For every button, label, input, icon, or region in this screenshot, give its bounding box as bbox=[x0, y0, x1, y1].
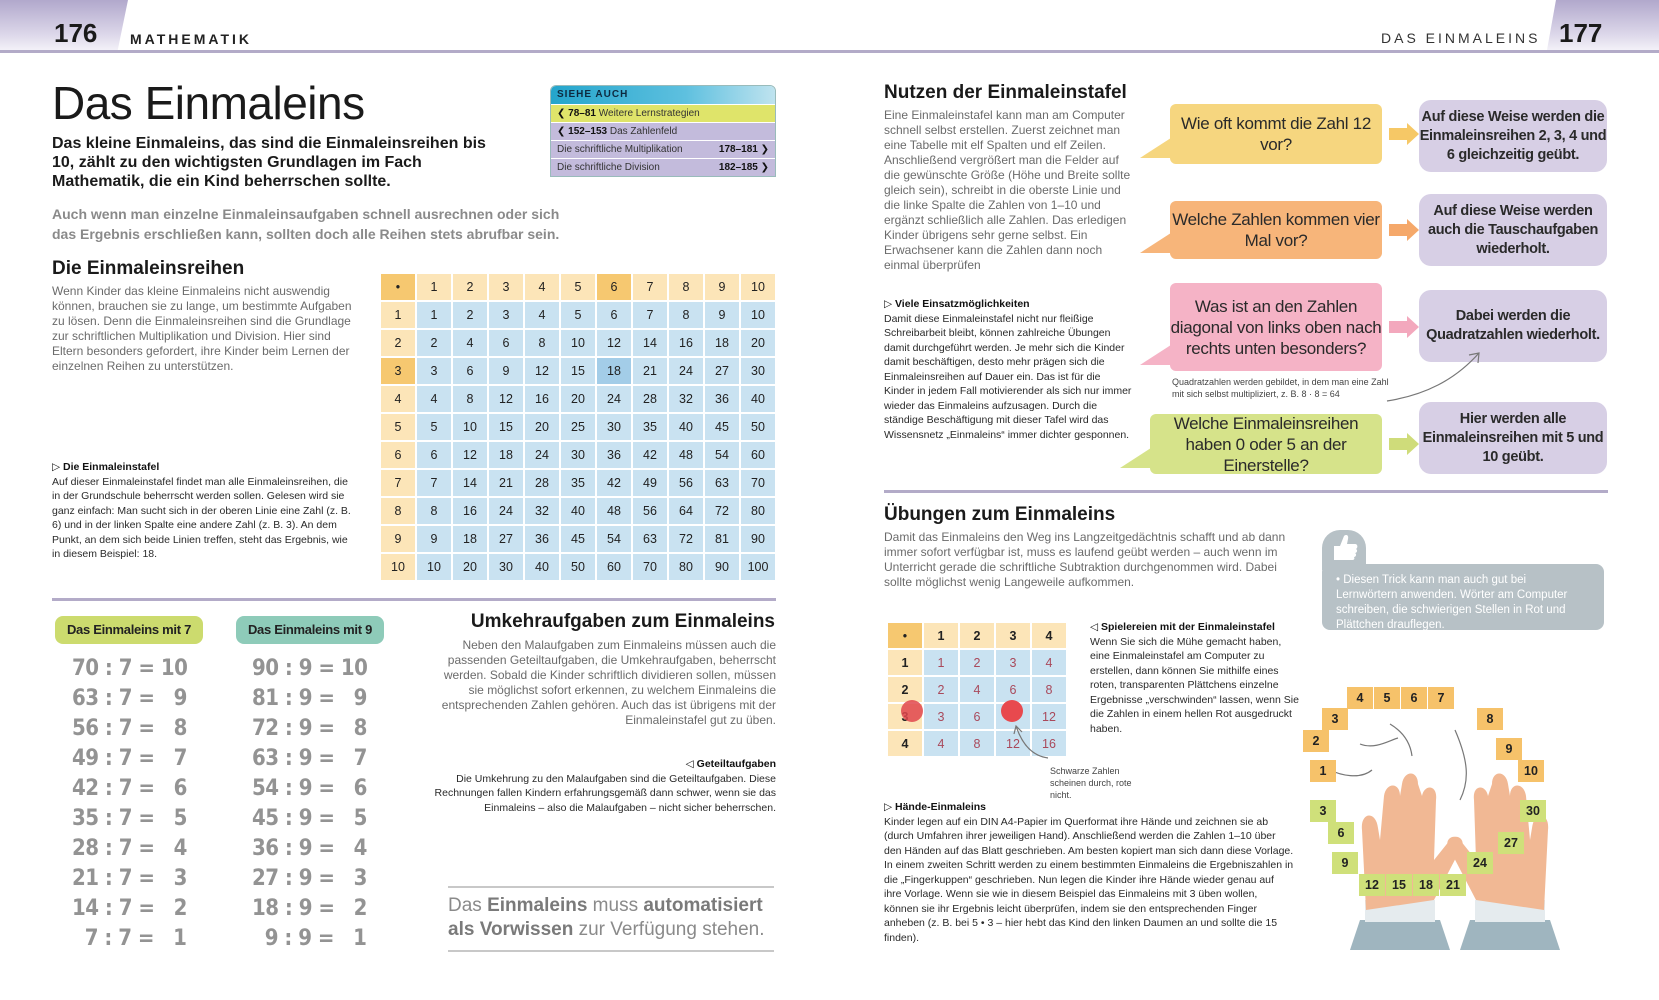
table-cell: 15 bbox=[561, 358, 595, 384]
table-cell: 8 bbox=[381, 498, 415, 524]
result-number-box: 21 bbox=[1440, 874, 1466, 896]
table-cell: 9 bbox=[381, 526, 415, 552]
table-cell: 4 bbox=[453, 330, 487, 356]
result-number-box: 6 bbox=[1328, 822, 1354, 844]
table-cell: 8 bbox=[525, 330, 559, 356]
table-cell: 7 bbox=[417, 470, 451, 496]
table-cell: 27 bbox=[489, 526, 523, 552]
table-caption bbox=[52, 460, 352, 562]
table-cell: 10 bbox=[381, 554, 415, 580]
table-row bbox=[381, 330, 775, 356]
table-cell: 18 bbox=[705, 330, 739, 356]
table-cell: 5 bbox=[561, 302, 595, 328]
table-col-header: 9 bbox=[705, 274, 739, 300]
table-cell: 12 bbox=[597, 330, 631, 356]
result-number-box: 27 bbox=[1498, 832, 1524, 854]
table-cell: 16 bbox=[525, 386, 559, 412]
division-line: 27 : 9 = 3 bbox=[252, 866, 367, 891]
table-cell: 30 bbox=[489, 554, 523, 580]
table-cell: 8 bbox=[1032, 677, 1066, 702]
table-cell: 40 bbox=[669, 414, 703, 440]
table-cell: 6 bbox=[453, 358, 487, 384]
table-cell: 7 bbox=[381, 470, 415, 496]
table-caption-body: Auf dieser Einmaleinstafel findet man alle Einmaleinsreihen, die in der Grundschule beherrscht werden sollen. Gelesen wird sie ganz einfach: Man sucht sich in der oberen Linie eine Zahl (z. B. 6) und in der linken Spalte eine andere Zahl (z. B. 3). An dem Punkt, an dem sich beide Linien treffen, steht das Ergebnis, wie in diesem Beispiel: 18. bbox=[52, 475, 351, 560]
table-cell: 2 bbox=[960, 650, 994, 675]
geteilt-caption bbox=[430, 757, 776, 815]
table-corner: • bbox=[381, 274, 415, 300]
arrow-right-icon bbox=[1389, 219, 1419, 241]
table-cell: 9 bbox=[417, 526, 451, 552]
see-also-link[interactable]: Die schriftliche Multiplikation 178–181 ❯ bbox=[551, 140, 775, 158]
table-cell: 40 bbox=[561, 498, 595, 524]
finger-number-box: 8 bbox=[1477, 708, 1503, 730]
nutzen-body: Eine Einmaleinstafel kann man am Computer schnell selbst erstellen. Zuerst zeichnet man eine Tabelle mit elf Spalten und elf Zeilen. Anschließend vergrößert man die Felder auf die gewünschte Größe (Höhe und Breite sollte gleich sein), schreibt in die oberste Linie und die linke Spalte die Zahlen von 1–10 und ergänzt schließlich alle Zahlen. Das erledigen Kinder übrigens sehr gerne selbst. Ein Erwachsener kann die Zahlen dann noch einmal überprüfen bbox=[884, 108, 1131, 272]
table-cell: 4 bbox=[1032, 650, 1066, 675]
table-col-header: 2 bbox=[453, 274, 487, 300]
table-cell: 49 bbox=[633, 470, 667, 496]
division-line: 36 : 9 = 4 bbox=[252, 836, 367, 861]
umkehr-heading: Umkehraufgaben zum Einmaleins bbox=[470, 611, 775, 632]
answer-box: Auf diese Weise werden die Einmaleinsreihen 2, 3, 4 und 6 gleichzeitig geübt. bbox=[1419, 100, 1607, 172]
einmaleinsreihen-body: Wenn Kinder das kleine Einmaleins nicht auswendig können, brauchen sie zu lange, um bestimmte Aufgaben zu lösen. Denn die Einmaleinsreihen sind die Grundlage zur schriftlichen Multiplikation und Division. Hier sind Eltern besonders gefordert, ihre Kinder beim Lernen der einzelnen Reihen zu unterstützen. bbox=[52, 284, 352, 373]
finger-number-box: 7 bbox=[1428, 687, 1454, 709]
table-cell: 9 bbox=[489, 358, 523, 384]
table-cell: 50 bbox=[741, 414, 775, 440]
table-cell: 20 bbox=[453, 554, 487, 580]
table-cell: 30 bbox=[741, 358, 775, 384]
arrow-right-icon bbox=[1389, 433, 1419, 455]
table-row bbox=[381, 386, 775, 412]
finger-number-box: 5 bbox=[1374, 687, 1400, 709]
table-cell: 2 bbox=[924, 677, 958, 702]
table-col-header: 3 bbox=[996, 623, 1030, 648]
table-col-header: 2 bbox=[960, 623, 994, 648]
division-line: 14 : 7 = 2 bbox=[72, 896, 187, 921]
table-row bbox=[381, 470, 775, 496]
table-cell: 28 bbox=[633, 386, 667, 412]
table-cell: 32 bbox=[669, 386, 703, 412]
table-cell: 1 bbox=[888, 650, 922, 675]
spielereien-body: Wenn Sie sich die Mühe gemacht haben, eine Einmaleinstafel am Computer zu erstellen, dann können Sie mithilfe eines roten, transparenten Plättchens einzelne Ergebnisse „verschwinden“ lassen, wenn Sie die Zahlen in einem hellen Rot ausgedruckt haben. bbox=[1090, 635, 1299, 735]
table-cell: 16 bbox=[1032, 731, 1066, 756]
table-cell: 90 bbox=[705, 554, 739, 580]
table-cell: 15 bbox=[489, 414, 523, 440]
table-cell: 4 bbox=[960, 677, 994, 702]
question-bubble: Welche Zahlen kommen vier Mal vor? bbox=[1170, 201, 1382, 259]
finger-number-box: 4 bbox=[1347, 687, 1373, 709]
table-cell: 63 bbox=[633, 526, 667, 552]
table-cell: 54 bbox=[597, 526, 631, 552]
division-line: 18 : 9 = 2 bbox=[252, 896, 367, 921]
division-line: 45 : 9 = 5 bbox=[252, 806, 367, 831]
table-cell: 5 bbox=[417, 414, 451, 440]
result-number-box: 15 bbox=[1386, 874, 1412, 896]
table-cell: 18 bbox=[489, 442, 523, 468]
table-cell: 3 bbox=[489, 302, 523, 328]
table-cell: 1 bbox=[924, 650, 958, 675]
result-number-box: 12 bbox=[1359, 874, 1385, 896]
thumbs-up-icon bbox=[1322, 530, 1366, 564]
table-cell: 6 bbox=[489, 330, 523, 356]
table-cell: 20 bbox=[525, 414, 559, 440]
table-cell: 14 bbox=[633, 330, 667, 356]
table-cell: 60 bbox=[741, 442, 775, 468]
table-cell: 45 bbox=[705, 414, 739, 440]
uebungen-body: Damit das Einmaleins den Weg ins Langzeitgedächtnis schafft und ab dann immer sofort verfügbar ist, muss es laufend geübt werden – auch wenn im Unterricht gerade die schriftliche Subtraktion durchgenommen wird. Dabei sollte möglichst wenig Langeweile aufkommen. bbox=[884, 530, 1286, 589]
finger-number-box: 1 bbox=[1310, 760, 1336, 782]
result-number-box: 24 bbox=[1467, 852, 1493, 874]
table-cell: 12 bbox=[525, 358, 559, 384]
finger-number-box: 10 bbox=[1518, 760, 1544, 782]
geteilt-caption-title: ◁ Geteiltaufgaben bbox=[685, 758, 776, 770]
division-line: 63 : 9 = 7 bbox=[252, 746, 367, 771]
table-row bbox=[888, 650, 1066, 675]
haende-title: ▷ Hände-Einmaleins bbox=[884, 801, 987, 813]
table-cell: 24 bbox=[525, 442, 559, 468]
table-cell: 3 bbox=[924, 704, 958, 729]
table-cell: 1 bbox=[417, 302, 451, 328]
table-cell: 40 bbox=[525, 554, 559, 580]
small-table-note: Schwarze Zahlen scheinen durch, rote nicht. bbox=[1050, 766, 1132, 800]
einmaleinsreihen-heading: Die Einmaleinsreihen bbox=[52, 258, 245, 279]
table-cell: 6 bbox=[597, 302, 631, 328]
division-line: 63 : 7 = 9 bbox=[72, 686, 187, 711]
uebungen-heading: Übungen zum Einmaleins bbox=[884, 504, 1116, 525]
right-page-number: 177 bbox=[1559, 18, 1603, 48]
question-bubble: Wie oft kommt die Zahl 12 vor? bbox=[1170, 104, 1382, 164]
table-cell: 54 bbox=[705, 442, 739, 468]
finger-number-box: 9 bbox=[1496, 738, 1522, 760]
section-divider bbox=[884, 490, 1608, 493]
question-bubble: Welche Einmaleinsreihen haben 0 oder 5 an der Einerstelle? bbox=[1150, 414, 1382, 474]
table-cell: 36 bbox=[525, 526, 559, 552]
right-section-label: DAS EINMALEINS bbox=[1381, 30, 1541, 46]
table-cell: 4 bbox=[888, 731, 922, 756]
table-cell: 36 bbox=[705, 386, 739, 412]
table-cell: 80 bbox=[741, 498, 775, 524]
division-line: 70 : 7 = 10 bbox=[72, 656, 188, 681]
table-cell: 3 bbox=[996, 650, 1030, 675]
table-cell: 72 bbox=[669, 526, 703, 552]
table-cell: 30 bbox=[597, 414, 631, 440]
table-cell: 2 bbox=[453, 302, 487, 328]
arrow-right-icon bbox=[1389, 316, 1419, 338]
table-cell: 6 bbox=[996, 677, 1030, 702]
table-cell: 36 bbox=[597, 442, 631, 468]
table-col-header: 5 bbox=[561, 274, 595, 300]
lead-paragraph: Das kleine Einmaleins, das sind die Einmaleinsreihen bis 10, zählt zu den wichtigsten Grundlagen im Fach Mathematik, die ein Kind beherrschen sollte. bbox=[52, 135, 486, 190]
division-line: 28 : 7 = 4 bbox=[72, 836, 187, 861]
division-line: 21 : 7 = 3 bbox=[72, 866, 187, 891]
nutzen-heading: Nutzen der Einmaleinstafel bbox=[884, 82, 1127, 103]
table-row bbox=[381, 498, 775, 524]
table-cell: 63 bbox=[705, 470, 739, 496]
table-cell: 2 bbox=[888, 677, 922, 702]
table-cell: 60 bbox=[597, 554, 631, 580]
result-number-box: 9 bbox=[1332, 852, 1358, 874]
table-cell: 72 bbox=[705, 498, 739, 524]
table-row bbox=[381, 554, 775, 580]
answer-box: Hier werden alle Einmaleinsreihen mit 5 und 10 geübt. bbox=[1419, 402, 1607, 474]
division-line: 56 : 7 = 8 bbox=[72, 716, 187, 741]
einsatz-caption-body: Damit diese Einmaleinstafel nicht nur fleißige Schreibarbeit bleibt, können zahlreiche Übungen damit durchgeführt werden. Je mehr sich die Kinder damit beschäftigen, desto mehr prägen sich die Einmaleinsreihen auf Dauer ein. Das ist für die Kinder in jedem Fall motivierender als sich nur immer wieder das Einmaleins aufzusagen. Durch die ständige Beschäftigung mit dieser Tafel wird das Wissensnetz „Einmaleins“ immer dichter gesponnen. bbox=[884, 312, 1132, 441]
division-line: 42 : 7 = 6 bbox=[72, 776, 187, 801]
einsatz-caption-title: ▷ Viele Einsatzmöglichkeiten bbox=[884, 298, 1030, 310]
table-cell: 21 bbox=[489, 470, 523, 496]
division-9-list bbox=[252, 654, 367, 954]
table-cell: 6 bbox=[960, 704, 994, 729]
division-line: 72 : 9 = 8 bbox=[252, 716, 367, 741]
table-cell: 48 bbox=[597, 498, 631, 524]
table-row bbox=[381, 358, 775, 384]
division-7-label: Das Einmaleins mit 7 bbox=[55, 616, 203, 644]
table-cell: 35 bbox=[561, 470, 595, 496]
table-row bbox=[381, 526, 775, 552]
table-cell: 10 bbox=[741, 302, 775, 328]
header-rule bbox=[0, 50, 1659, 53]
division-7-list bbox=[72, 654, 187, 954]
table-col-header: 3 bbox=[489, 274, 523, 300]
see-also-link[interactable]: ❮ 152–153 Das Zahlenfeld bbox=[551, 122, 775, 140]
table-cell: 70 bbox=[741, 470, 775, 496]
table-cell: 5 bbox=[381, 414, 415, 440]
result-number-box: 30 bbox=[1520, 800, 1546, 822]
table-cell: 100 bbox=[741, 554, 775, 580]
haende-caption bbox=[884, 800, 1294, 945]
table-cell: 12 bbox=[996, 731, 1030, 756]
table-col-header: 4 bbox=[525, 274, 559, 300]
table-row bbox=[381, 414, 775, 440]
table-cell: 56 bbox=[669, 470, 703, 496]
spielereien-title: ◁ Spielereien mit der Einmaleinstafel bbox=[1090, 621, 1275, 633]
table-cell: 64 bbox=[669, 498, 703, 524]
table-cell: 24 bbox=[489, 498, 523, 524]
table-cell: 10 bbox=[453, 414, 487, 440]
table-cell: 18 bbox=[453, 526, 487, 552]
table-cell: 8 bbox=[417, 498, 451, 524]
page-title: Das Einmaleins bbox=[52, 77, 365, 129]
curved-arrow-icon bbox=[1385, 345, 1485, 405]
division-line: 54 : 9 = 6 bbox=[252, 776, 367, 801]
finger-number-box: 2 bbox=[1303, 730, 1329, 752]
see-also-box bbox=[550, 85, 776, 177]
finger-number-box: 6 bbox=[1401, 687, 1427, 709]
table-cell: 32 bbox=[525, 498, 559, 524]
table-row bbox=[381, 302, 775, 328]
table-cell: 4 bbox=[924, 731, 958, 756]
table-cell: 20 bbox=[561, 386, 595, 412]
table-cell: 8 bbox=[960, 731, 994, 756]
see-also-link[interactable]: ❮ 78–81 Weitere Lernstrategien bbox=[551, 104, 775, 122]
quadrat-note: Quadratzahlen werden gebildet, in dem man eine Zahl mit sich selbst multipliziert, z. B. 8 · 8 = 64 bbox=[1172, 377, 1389, 399]
haende-body: Kinder legen auf ein DIN A4-Papier im Querformat ihre Hände und zeichnen sie ab (durch Umfahren ihrer jeweiligen Hand). Anschließend werden die Zahlen 1–10 über den Händen auf das Blatt geschrieben. Am besten kopiert man sich dann diese Vorlage. In einem zweiten Schritt werden zu einem bestimmten Einmaleins die Ergebniszahlen in die „Fingerkuppen“ geschrieben. Nun legen die Kinder ihre Hände wieder genau auf ihre Vorlage. Wenn sie wie in diesem Beispiel das Einmaleins mit 3 üben wollen, können sie ihr Ergebnis leicht überprüfen, indem sie den entsprechenden Finger anheben (z. B. bei 5 • 3 – hier hebt das Kind den linken Daumen an und sollte die 15 finden). bbox=[884, 815, 1294, 944]
table-cell: 40 bbox=[741, 386, 775, 412]
table-cell: 3 bbox=[417, 358, 451, 384]
table-cell: 50 bbox=[561, 554, 595, 580]
finger-number-box: 3 bbox=[1322, 708, 1348, 730]
division-line: 7 : 7 = 1 bbox=[72, 926, 187, 951]
table-cell: 12 bbox=[453, 442, 487, 468]
intro-paragraph: Auch wenn man einzelne Einmaleinsaufgaben schnell ausrechnen oder sich das Ergebnis erschließen kann, sollten doch alle Reihen stets abrufbar sein. bbox=[52, 206, 560, 242]
table-cell: 4 bbox=[525, 302, 559, 328]
table-cell: 42 bbox=[633, 442, 667, 468]
table-col-header: 1 bbox=[417, 274, 451, 300]
table-cell: 56 bbox=[633, 498, 667, 524]
table-cell: 30 bbox=[561, 442, 595, 468]
table-cell: 4 bbox=[381, 386, 415, 412]
table-cell: 4 bbox=[417, 386, 451, 412]
answer-box: Auf diese Weise werden auch die Tauschaufgaben wiederholt. bbox=[1419, 194, 1607, 266]
table-cell: 42 bbox=[597, 470, 631, 496]
division-9-label: Das Einmaleins mit 9 bbox=[236, 616, 384, 644]
times-table bbox=[379, 272, 777, 582]
spielereien-caption bbox=[1090, 620, 1300, 736]
table-cell: 8 bbox=[453, 386, 487, 412]
table-cell: 27 bbox=[705, 358, 739, 384]
table-caption-title: ▷ Die Einmaleinstafel bbox=[52, 461, 160, 473]
table-cell: 21 bbox=[633, 358, 667, 384]
table-cell: 10 bbox=[417, 554, 451, 580]
left-page-number: 176 bbox=[54, 18, 98, 48]
see-also-heading: SIEHE AUCH bbox=[551, 86, 775, 104]
table-cell: 16 bbox=[669, 330, 703, 356]
table-row bbox=[888, 677, 1066, 702]
geteilt-caption-body: Die Umkehrung zu den Malaufgaben sind die Geteiltaufgaben. Diese Rechnungen fallen Kindern erfahrungsgemäß dann schwer, wenn sie das Einmaleins – also die Malaufgaben – nicht sicher beherrschen. bbox=[434, 772, 776, 814]
answer-box: Dabei werden die Quadratzahlen wiederholt. bbox=[1419, 290, 1607, 362]
table-cell: 35 bbox=[633, 414, 667, 440]
division-line: 35 : 7 = 5 bbox=[72, 806, 187, 831]
division-line: 9 : 9 = 1 bbox=[252, 926, 367, 951]
table-cell: 80 bbox=[669, 554, 703, 580]
pull-quote: Das Einmaleins muss automatisiert als Vorwissen zur Verfügung stehen. bbox=[448, 886, 774, 952]
table-cell: 3 bbox=[381, 358, 415, 384]
question-bubble: Was ist an den Zahlen diagonal von links oben nach rechts unten besonders? bbox=[1170, 283, 1382, 371]
red-marker-row bbox=[901, 700, 923, 722]
arrow-right-icon bbox=[1389, 123, 1419, 145]
table-cell: 2 bbox=[381, 330, 415, 356]
result-number-box: 3 bbox=[1310, 800, 1336, 822]
division-line: 90 : 9 = 10 bbox=[252, 656, 368, 681]
table-cell: 28 bbox=[525, 470, 559, 496]
table-row bbox=[381, 442, 775, 468]
table-col-header: 7 bbox=[633, 274, 667, 300]
table-cell: 9 bbox=[705, 302, 739, 328]
table-cell: 14 bbox=[453, 470, 487, 496]
table-cell: 81 bbox=[705, 526, 739, 552]
table-col-header: 6 bbox=[597, 274, 631, 300]
table-cell: 16 bbox=[453, 498, 487, 524]
einsatz-caption bbox=[884, 297, 1132, 442]
table-cell: 12 bbox=[1032, 704, 1066, 729]
table-cell: 7 bbox=[633, 302, 667, 328]
table-cell: 90 bbox=[741, 526, 775, 552]
table-cell: 48 bbox=[669, 442, 703, 468]
table-cell: 8 bbox=[669, 302, 703, 328]
table-header-row bbox=[381, 274, 775, 300]
table-cell: 12 bbox=[489, 386, 523, 412]
tip-box: • Diesen Trick kann man auch gut bei Lernwörtern anwenden. Wörter am Computer schreiben, die schwierigen Stellen in Rot und Plättchen drauflegen. bbox=[1322, 564, 1604, 630]
table-col-header: 4 bbox=[1032, 623, 1066, 648]
table-cell: 70 bbox=[633, 554, 667, 580]
table-cell: 24 bbox=[669, 358, 703, 384]
table-cell: 1 bbox=[381, 302, 415, 328]
umkehr-body: Neben den Malaufgaben zum Einmaleins müssen auch die passenden Geteiltaufgaben, die Umkehraufgaben, beherrscht werden. Sobald die Kinder schriftlich dividieren sollen, müssen sie möglichst sofort erkennen, zu welchem Einmaleins die entsprechenden Zahlen gehören. Auch das ist übrigens mit der Einmaleinstafel gut zu üben. bbox=[441, 638, 776, 727]
table-col-header: 8 bbox=[669, 274, 703, 300]
left-section-label: MATHEMATIK bbox=[130, 31, 253, 47]
table-cell: 6 bbox=[417, 442, 451, 468]
table-cell: 24 bbox=[597, 386, 631, 412]
table-cell: 18 bbox=[597, 358, 631, 384]
table-cell: 20 bbox=[741, 330, 775, 356]
table-cell: 2 bbox=[417, 330, 451, 356]
table-col-header: 1 bbox=[924, 623, 958, 648]
table-cell: 6 bbox=[381, 442, 415, 468]
table-cell: 25 bbox=[561, 414, 595, 440]
pointer-arrow-icon bbox=[1012, 722, 1052, 762]
division-line: 49 : 7 = 7 bbox=[72, 746, 187, 771]
see-also-link[interactable]: Die schriftliche Division 182–185 ❯ bbox=[551, 158, 775, 176]
table-col-header: 10 bbox=[741, 274, 775, 300]
table-corner: • bbox=[888, 623, 922, 648]
table-cell: 10 bbox=[561, 330, 595, 356]
result-number-box: 18 bbox=[1413, 874, 1439, 896]
section-divider bbox=[52, 598, 776, 601]
red-tile-marker bbox=[1001, 700, 1023, 722]
table-cell: 45 bbox=[561, 526, 595, 552]
division-line: 81 : 9 = 9 bbox=[252, 686, 367, 711]
